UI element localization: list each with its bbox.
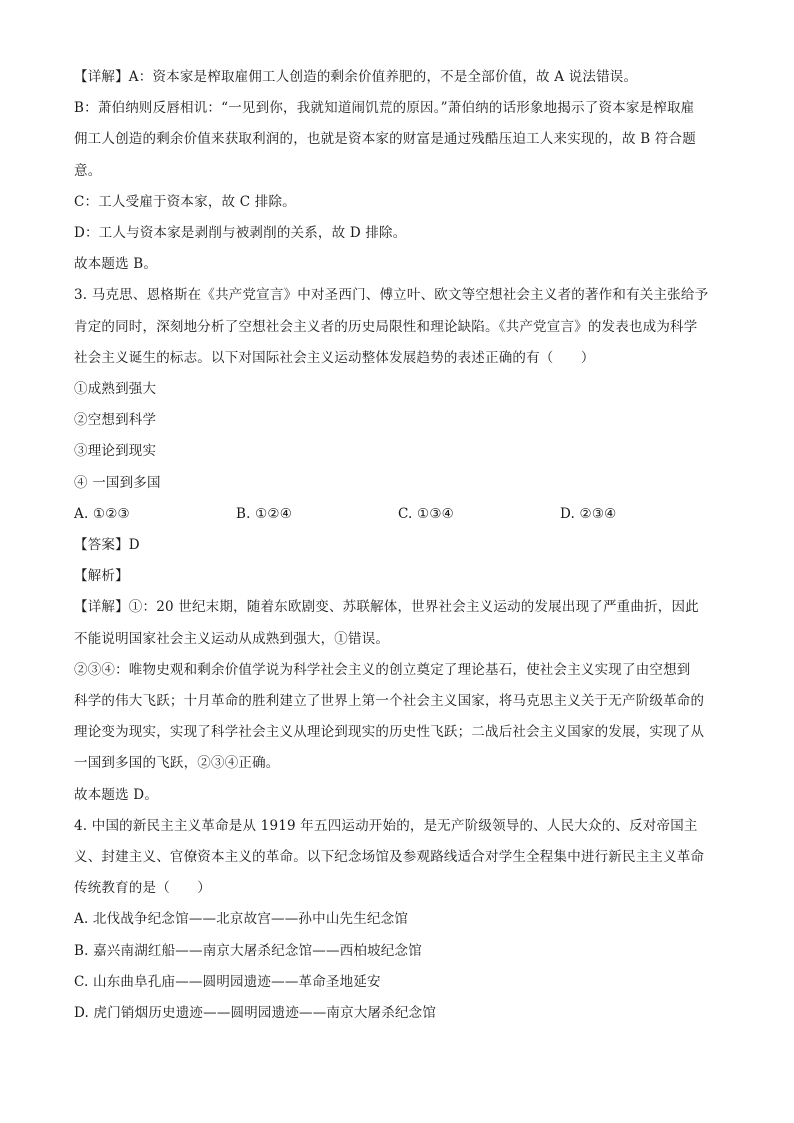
q3-explain-4: 科学的伟大飞跃；十月革命的胜利建立了世界上第一个社会主义国家，将马克思主义关于无产阶级革命的 [74, 693, 705, 710]
q2-explain-b-3: 意。 [74, 162, 102, 179]
q3-stem-2: 肯定的同时，深刻地分析了空想社会主义者的历史局限性和理论缺陷。《共产党宣言》的发表也成为科学 [74, 318, 698, 335]
q3-explain-2: 不能说明国家社会主义运动从成熟到强大，①错误。 [74, 630, 390, 647]
q3-options [74, 499, 722, 530]
q3-conclusion: 故本题选 D。 [74, 786, 159, 803]
q3-option-b: B. ①②④ [236, 505, 293, 522]
q3-stem-1: 3. 马克思、恩格斯在《共产党宣言》中对圣西门、傅立叶、欧文等空想社会主义者的著作和有关主张给予 [74, 287, 709, 304]
q3-item-1: ①成熟到强大 [74, 381, 157, 398]
q3-explain-3: ②③④：唯物史观和剩余价值学说为科学社会主义的创立奠定了理论基石，使社会主义实现了由空想到 [74, 661, 691, 678]
q3-answer: 【答案】D [74, 537, 140, 554]
q3-option-d: D. ②③④ [560, 505, 617, 522]
q4-stem-3: 传统教育的是（ ） [74, 880, 211, 897]
q3-explain-6: 一国到多国的飞跃，②③④正确。 [74, 755, 280, 772]
document-content [74, 62, 722, 1029]
q4-stem-1: 4. 中国的新民主主义革命是从 1919 年五四运动开始的，是无产阶级领导的、人民大众的、反对帝国主 [74, 817, 698, 834]
q3-stem-3: 社会主义诞生的标志。以下对国际社会主义运动整体发展趋势的表述正确的有（ ） [74, 349, 595, 366]
q3-explain-5: 理论变为现实，实现了科学社会主义从理论到现实的历史性飞跃；二战后社会主义国家的发展，实现了从 [74, 724, 705, 741]
q2-explain-d: D：工人与资本家是剥削与被剥削的关系，故 D 排除。 [74, 225, 407, 242]
q3-option-a: A. ①②③ [74, 505, 130, 522]
q3-item-4: ④ 一国到多国 [74, 474, 161, 491]
q4-option-c: C. 山东曲阜孔庙——圆明园遗迹——革命圣地延安 [74, 973, 381, 990]
q3-item-2: ②空想到科学 [74, 412, 157, 429]
q4-option-b: B. 嘉兴南湖红船——南京大屠杀纪念馆——西柏坡纪念馆 [74, 942, 422, 959]
q4-option-a: A. 北伐战争纪念馆——北京故宫——孙中山先生纪念馆 [74, 911, 409, 928]
q3-analysis-heading: 【解析】 [74, 568, 129, 585]
q3-item-3: ③理论到现实 [74, 443, 157, 460]
q2-conclusion: 故本题选 B。 [74, 256, 158, 273]
q4-stem-2: 义、封建主义、官僚资本主义的革命。以下纪念场馆及参观路线适合对学生全程集中进行新民主主义革命 [74, 849, 705, 866]
q2-explain-c: C：工人受雇于资本家，故 C 排除。 [74, 193, 296, 210]
q4-option-d: D. 虎门销烟历史遗迹——圆明园遗迹——南京大屠杀纪念馆 [74, 1005, 437, 1022]
q2-explain-b-2: 佣工人创造的剩余价值来获取利润的，也就是资本家的财富是通过残酷压迫工人来实现的，故 B 符合题 [74, 131, 696, 148]
q2-explain-b-1: B：萧伯纳则反唇相讥：“一见到你，我就知道闹饥荒的原因。”萧伯纳的话形象地揭示了资本家是榨取雇 [74, 100, 695, 117]
q3-option-c: C. ①③④ [398, 505, 454, 522]
q2-explain-a: 【详解】A：资本家是榨取雇佣工人创造的剩余价值养肥的，不是全部价值，故 A 说法错误。 [74, 69, 638, 85]
q3-explain-1: 【详解】①：20 世纪末期，随着东欧剧变、苏联解体，世界社会主义运动的发展出现了严重曲折，因此 [74, 599, 699, 616]
